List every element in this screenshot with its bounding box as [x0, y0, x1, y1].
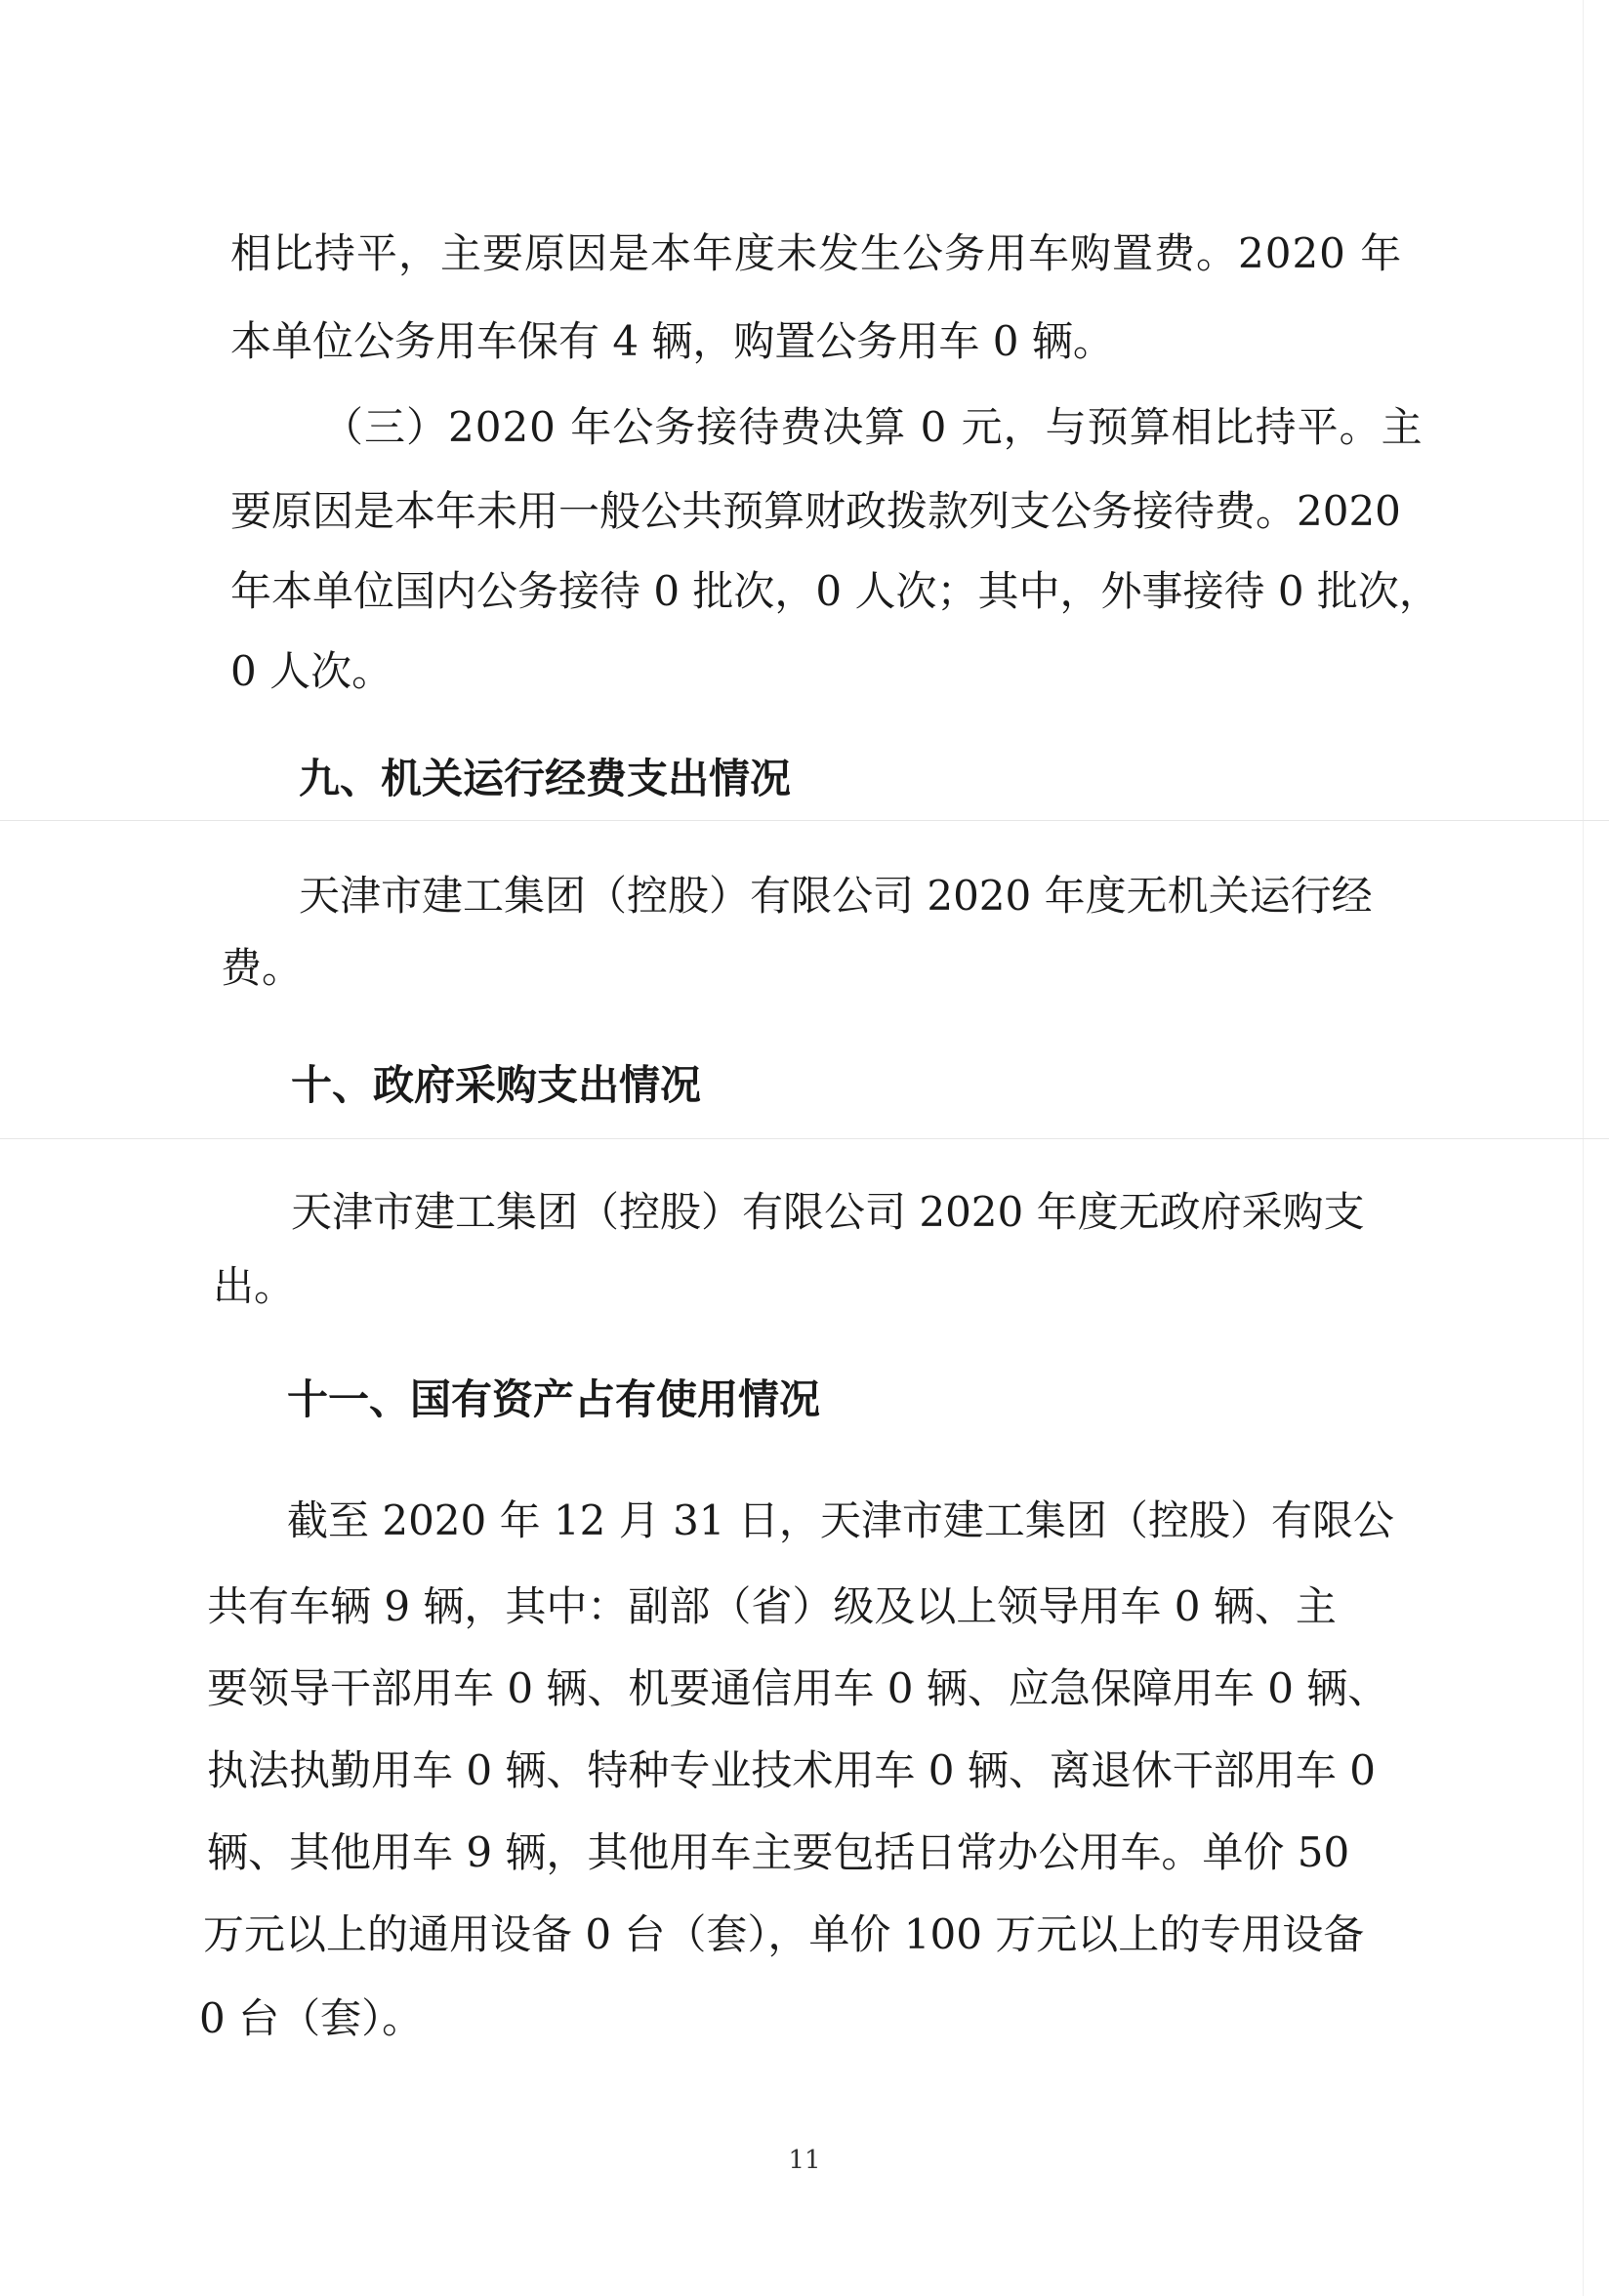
scan-edge	[1583, 0, 1584, 2296]
paragraph-line: 辆、其他用车 9 辆，其他用车主要包括日常办公用车。单价 50	[207, 1828, 1350, 1876]
section-heading-10: 十、政府采购支出情况	[291, 1061, 702, 1109]
paragraph-line: （三）2020 年公务接待费决算 0 元，与预算相比持平。主	[322, 403, 1423, 451]
paragraph-line: 费。	[221, 944, 304, 992]
paragraph-line: 要原因是本年未用一般公共预算财政拨款列支公务接待费。2020	[230, 487, 1401, 535]
page-number: 11	[788, 2146, 821, 2175]
fold-line	[0, 1138, 1609, 1139]
paragraph-line: 年本单位国内公务接待 0 批次，0 人次；其中，外事接待 0 批次，	[230, 567, 1440, 615]
section-heading-11: 十一、国有资产占有使用情况	[287, 1375, 821, 1423]
fold-line	[0, 820, 1609, 821]
paragraph-line: 出。	[213, 1262, 296, 1310]
paragraph-line: 相比持平，主要原因是本年度未发生公务用车购置费。2020 年	[230, 229, 1403, 277]
section-heading-9: 九、机关运行经费支出情况	[299, 755, 792, 802]
paragraph-line: 0 台（套）。	[199, 1994, 424, 2042]
paragraph-line: 0 人次。	[230, 647, 393, 695]
paragraph-line: 天津市建工集团（控股）有限公司 2020 年度无政府采购支	[291, 1188, 1365, 1236]
paragraph-line: 万元以上的通用设备 0 台（套），单价 100 万元以上的专用设备	[203, 1910, 1365, 1958]
paragraph-line: 天津市建工集团（控股）有限公司 2020 年度无机关运行经	[299, 872, 1373, 920]
paragraph-line: 要领导干部用车 0 辆、机要通信用车 0 辆、应急保障用车 0 辆、	[207, 1664, 1389, 1712]
paragraph-line: 共有车辆 9 辆，其中：副部（省）级及以上领导用车 0 辆、主	[207, 1582, 1337, 1630]
paragraph-line: 截至 2020 年 12 月 31 日，天津市建工集团（控股）有限公	[287, 1496, 1394, 1544]
paragraph-line: 本单位公务用车保有 4 辆，购置公务用车 0 辆。	[230, 317, 1114, 365]
paragraph-line: 执法执勤用车 0 辆、特种专业技术用车 0 辆、离退休干部用车 0	[207, 1746, 1376, 1794]
